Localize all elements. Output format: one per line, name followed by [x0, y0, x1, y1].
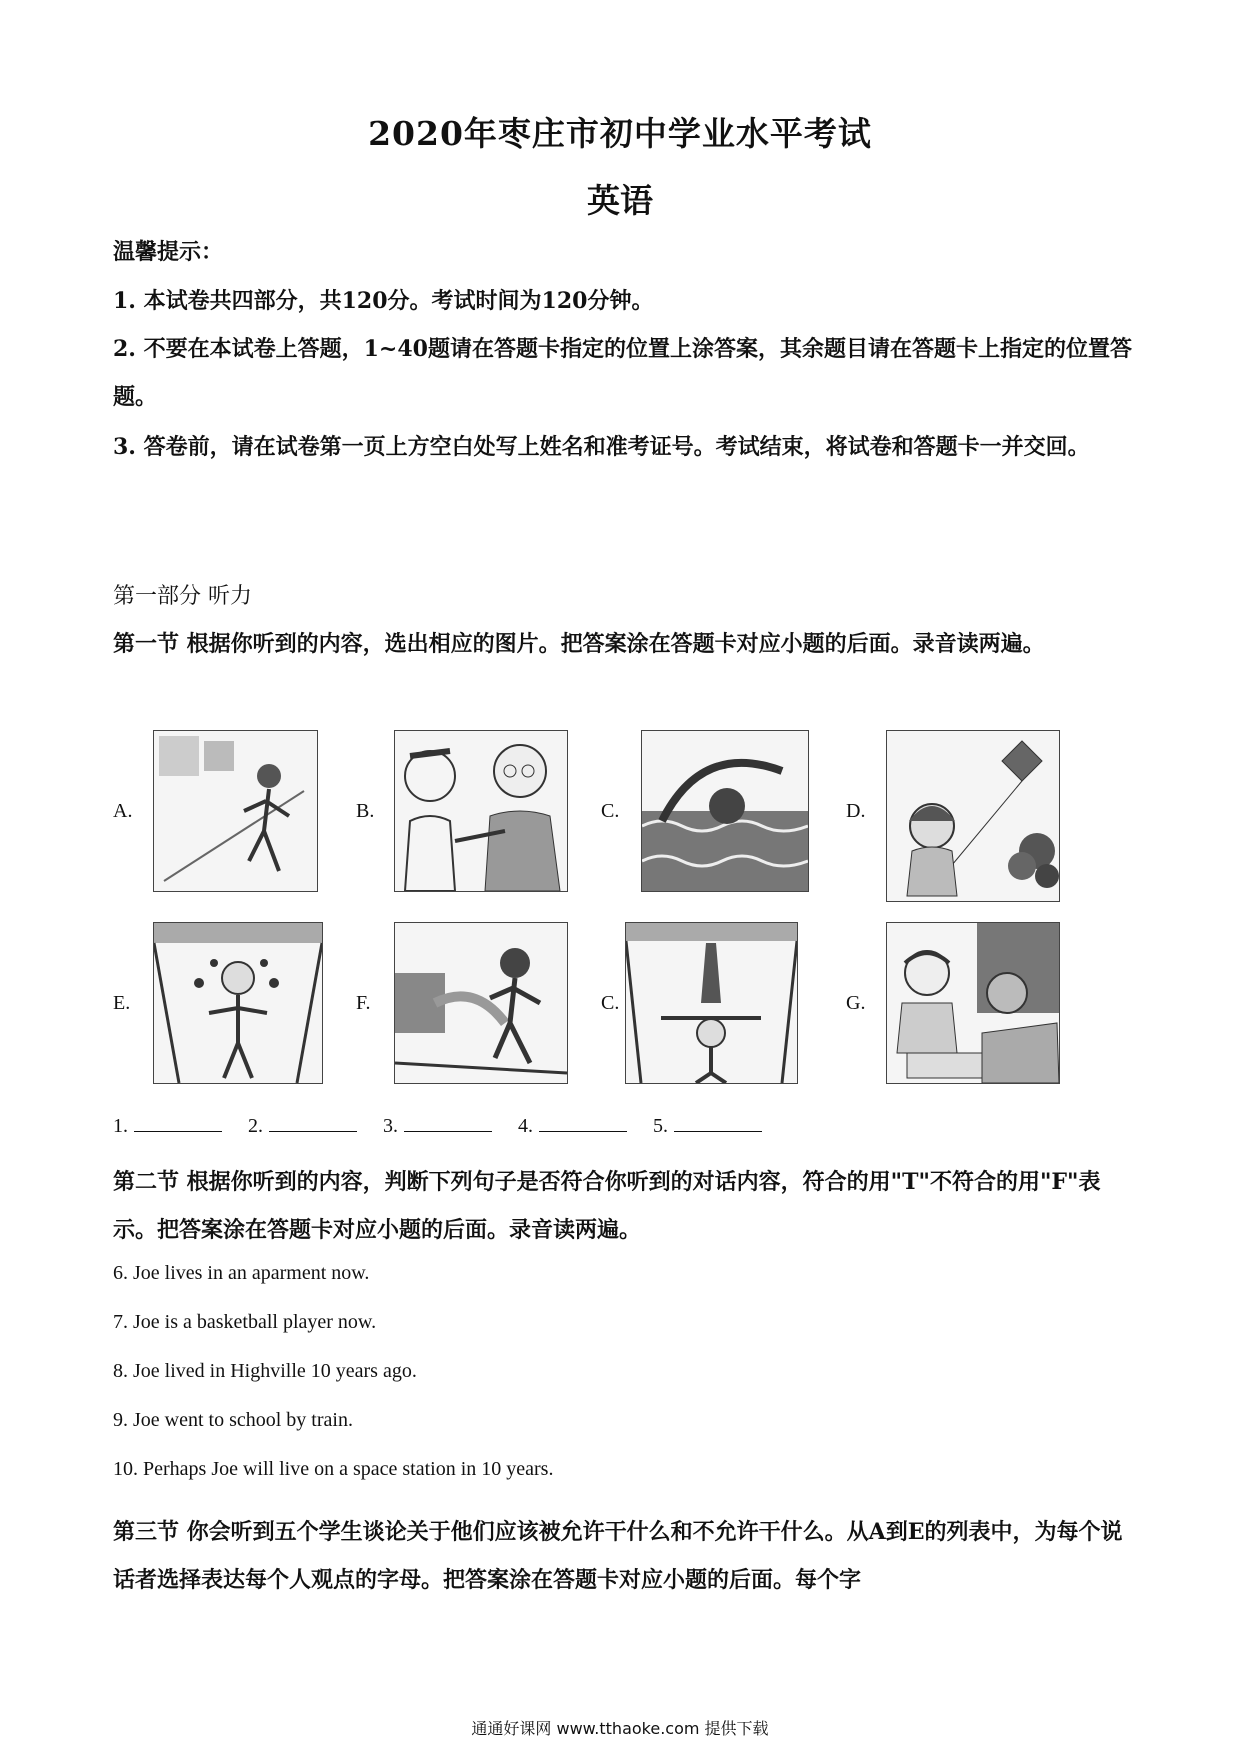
- page-footer: 通通好课网 www.tthaoke.com 提供下载: [471, 1719, 769, 1738]
- option-letter: C.: [601, 992, 620, 1014]
- exam-subject: 英语: [587, 181, 653, 220]
- teacher-student-icon: [394, 730, 568, 892]
- option-letter: D.: [846, 800, 866, 822]
- option-letter: E.: [113, 992, 131, 1014]
- picture-row-2: [0, 922, 1240, 1092]
- notice-item: 3. 答卷前，请在试卷第一页上方空白处写上姓名和准考证号。考试结束，将试卷和答题卡一并交回。: [113, 434, 1090, 460]
- question-sentence: 10. Perhaps Joe will live on a space station in 10 years.: [113, 1458, 554, 1480]
- classroom-icon: [886, 922, 1060, 1084]
- notice-item: 2. 不要在本试卷上答题，1~40题请在答题卡指定的位置上涂答案，其余题目请在答题卡上指定的位置答题。: [113, 336, 1132, 410]
- option-letter: F.: [356, 992, 371, 1014]
- answer-blank[interactable]: 2.: [248, 1115, 357, 1138]
- answer-blank[interactable]: 3.: [383, 1115, 492, 1138]
- question-sentence: 7. Joe is a basketball player now.: [113, 1311, 377, 1333]
- juggler-icon: [153, 922, 323, 1084]
- splash-boy-icon: [394, 922, 568, 1084]
- question-sentence: 9. Joe went to school by train.: [113, 1409, 353, 1431]
- exam-title: 2020年枣庄市初中学业水平考试: [368, 114, 872, 153]
- notice-heading: 温馨提示：: [113, 239, 224, 265]
- kite-girl-icon: [886, 730, 1060, 902]
- option-letter: A.: [113, 800, 133, 822]
- answer-blanks: [113, 1115, 788, 1138]
- section2-instruction: 第二节 根据你听到的内容，判断下列句子是否符合你听到的对话内容，符合的用"T"不符合的用"F"表示。把答案涂在答题卡对应小题的后面。录音读两遍。: [113, 1169, 1101, 1243]
- answer-blank[interactable]: 1.: [113, 1115, 222, 1138]
- answer-blank[interactable]: 4.: [518, 1115, 627, 1138]
- runner-icon: [153, 730, 318, 892]
- notice-item: 1. 本试卷共四部分，共120分。考试时间为120分钟。: [113, 288, 654, 314]
- swimmer-icon: [641, 730, 809, 892]
- option-letter: B.: [356, 800, 375, 822]
- picture-row-1: [0, 730, 1240, 900]
- section3-instruction: 第三节 你会听到五个学生谈论关于他们应该被允许干什么和不允许干什么。从A到E的列表中，为每个说话者选择表达每个人观点的字母。把答案涂在答题卡对应小题的后面。每个字: [113, 1519, 1123, 1593]
- question-sentence: 8. Joe lived in Highville 10 years ago.: [113, 1360, 417, 1382]
- question-sentence: 6. Joe lives in an aparment now.: [113, 1262, 370, 1284]
- part1-heading: 第一部分 听力: [113, 584, 252, 609]
- option-letter: C.: [601, 800, 620, 822]
- option-letter: G.: [846, 992, 866, 1014]
- balancer-icon: [625, 922, 798, 1084]
- answer-blank[interactable]: 5.: [653, 1115, 762, 1138]
- section1-instruction: 第一节 根据你听到的内容，选出相应的图片。把答案涂在答题卡对应小题的后面。录音读两遍。: [113, 631, 1045, 657]
